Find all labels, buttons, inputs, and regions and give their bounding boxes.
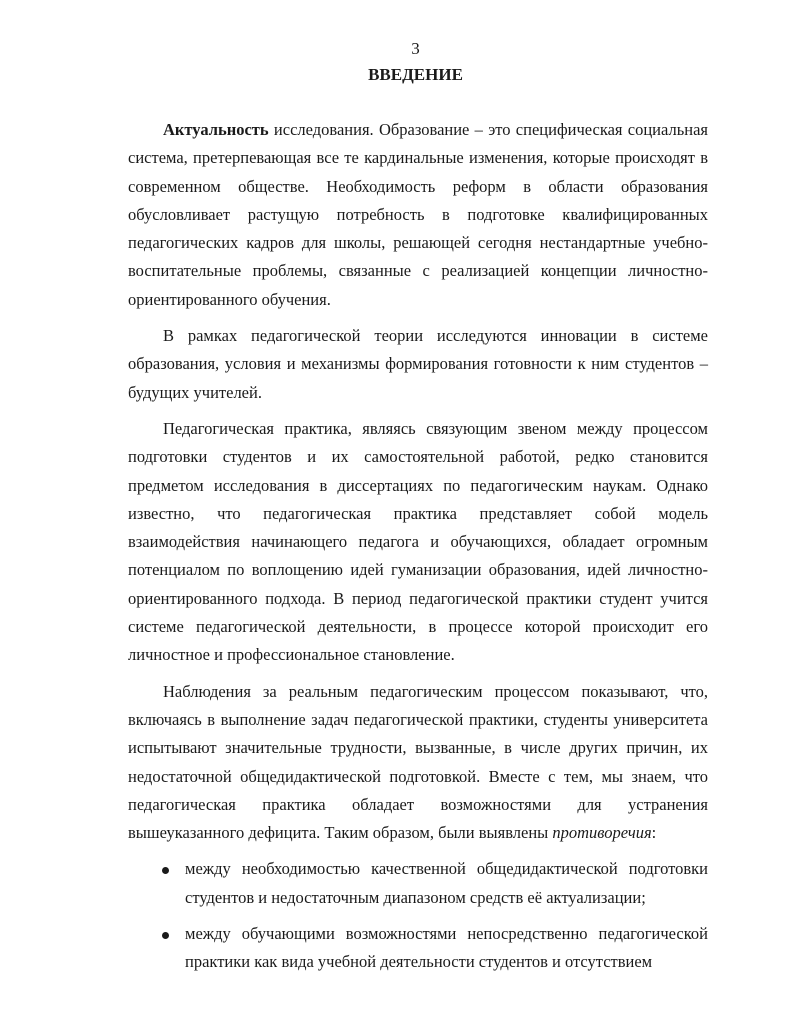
paragraph-theory: В рамках педагогической теории исследуются инновации в системе образования, условия и механизмы формирования готовности к ним студентов – будущих учителей. bbox=[128, 326, 708, 402]
body-text bbox=[128, 116, 708, 985]
bullet-icon bbox=[162, 867, 169, 874]
page-title: ВВЕДЕНИЕ bbox=[368, 65, 463, 84]
bullet-icon bbox=[162, 932, 169, 939]
paragraph-observations bbox=[128, 678, 708, 848]
list-item-text: между обучающими возможностями непосредственно педагогической практики как вида учебной деятельности студентов и отсутствием bbox=[185, 924, 708, 972]
observations-text: Наблюдения за реальным педагогическим процессом показывают, что, включаясь в выполнение задач педагогической практики, студенты университета испытывают значительные трудности, вызванные, в числе других причин, их недостаточной общедидактической подготовкой. Вместе с тем, мы знаем, что педагогическая практика обладает возможностями для устранения вышеуказанного дефицита. Таким образом, были выявлены bbox=[128, 681, 708, 843]
contradictions-keyword: противоречия bbox=[552, 823, 652, 843]
paragraph-relevance bbox=[128, 116, 708, 314]
relevance-text: исследования. Образование – это специфическая социальная система, претерпевающая все те кардинальные изменения, которые происходят в современном обществе. Необходимость реформ в области образования обусловливает растущую потребность в подготовке квалифицированных педагогических кадров для школы, решающей сегодня нестандартные учебно-воспитательные проблемы, связанные с реализацией концепции личностно-ориентированного обучения. bbox=[128, 120, 708, 309]
list-item bbox=[128, 855, 708, 912]
list-item bbox=[128, 920, 708, 977]
contradictions-list bbox=[128, 855, 708, 976]
paragraph-practice: Педагогическая практика, являясь связующим звеном между процессом подготовки студентов и их самостоятельной работой, редко становится предметом исследования в диссертациях по педагогическим наукам. Однако известно, что педагогическая практика представляет собой модель взаимодействия начинающего педагога и обучающихся, обладает огромным потенциалом по воплощению идей гуманизации образования, идей личностно-ориентированного подхода. В период педагогической практики студент учится системе педагогической деятельности, в процессе которой происходит его личностное и профессиональное становление. bbox=[128, 418, 708, 665]
relevance-keyword: Актуальность bbox=[163, 120, 269, 139]
observations-colon: : bbox=[651, 823, 657, 843]
list-item-text: между необходимостью качественной общедидактической подготовки студентов и недостаточным диапазоном средств её актуализации; bbox=[185, 859, 708, 907]
page-number: 3 bbox=[411, 39, 420, 58]
